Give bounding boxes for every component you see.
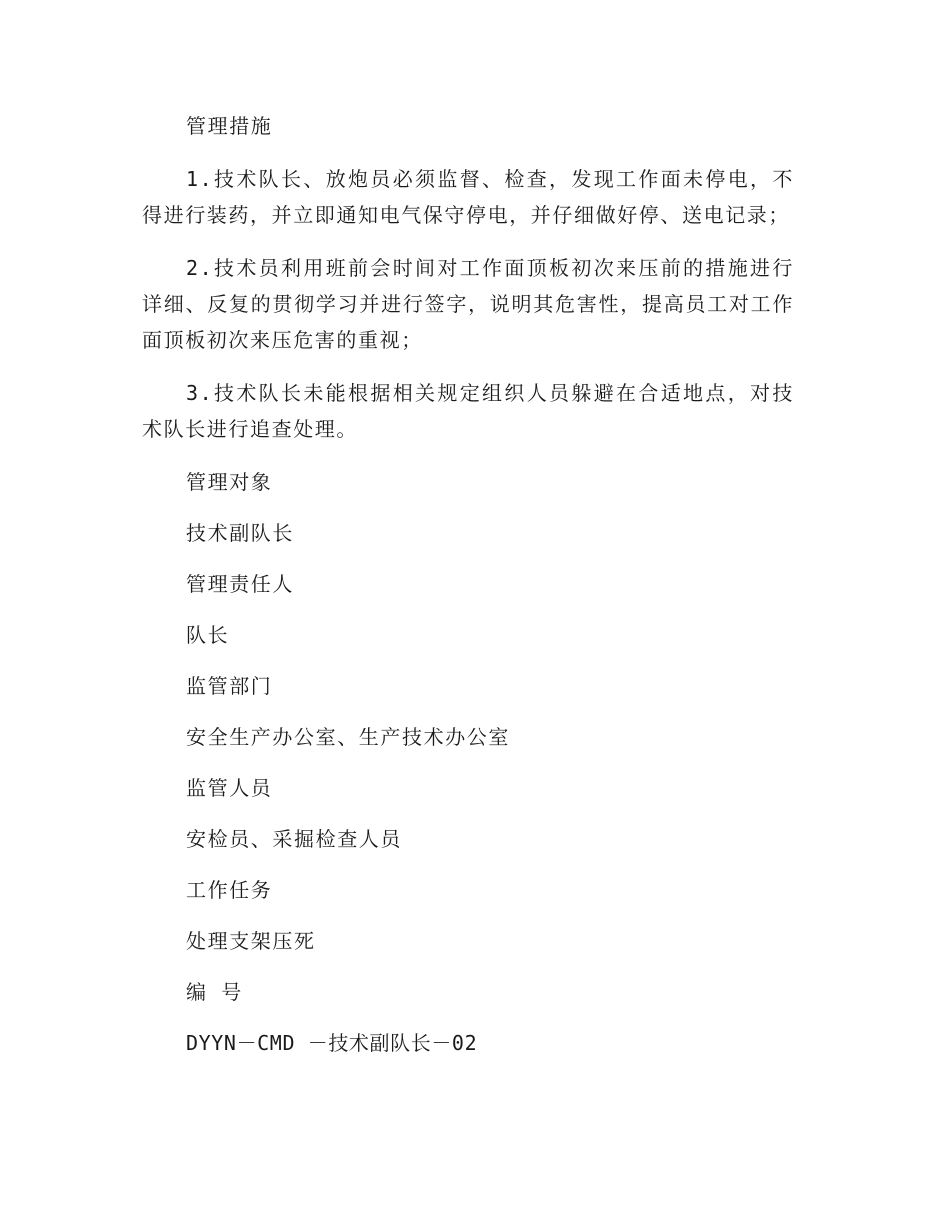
label-work-task: 工作任务 [186,878,273,902]
label-document-number: 编 号 [186,980,243,1004]
value-supervising-department: 安全生产办公室、生产技术办公室 [186,725,510,749]
document-body [142,108,794,1061]
label-responsible-person: 管理责任人 [186,572,294,596]
measure-item-2: 2.技术员利用班前会时间对工作面顶板初次来压前的措施进行详细、反复的贯彻学习并进行签字，说明其危害性，提高员工对工作面顶板初次来压危害的重视； [142,256,794,352]
value-work-task: 处理支架压死 [186,929,316,953]
value-document-number: DYYN－CMD －技术副队长－02 [186,1031,478,1055]
measure-item-3: 3.技术队长未能根据相关规定组织人员躲避在合适地点，对技术队长进行追查处理。 [142,381,794,441]
measure-item-1: 1.技术队长、放炮员必须监督、检查，发现工作面未停电，不得进行装药，并立即通知电气保守停电，并仔细做好停、送电记录； [142,167,794,227]
label-management-object: 管理对象 [186,470,273,494]
section-heading-management-measures: 管理措施 [186,114,273,138]
label-supervising-department: 监管部门 [186,674,273,698]
value-supervising-staff: 安检员、采掘检查人员 [186,827,402,851]
value-management-object: 技术副队长 [186,521,294,545]
value-responsible-person: 队长 [186,623,230,647]
label-supervising-staff: 监管人员 [186,776,273,800]
